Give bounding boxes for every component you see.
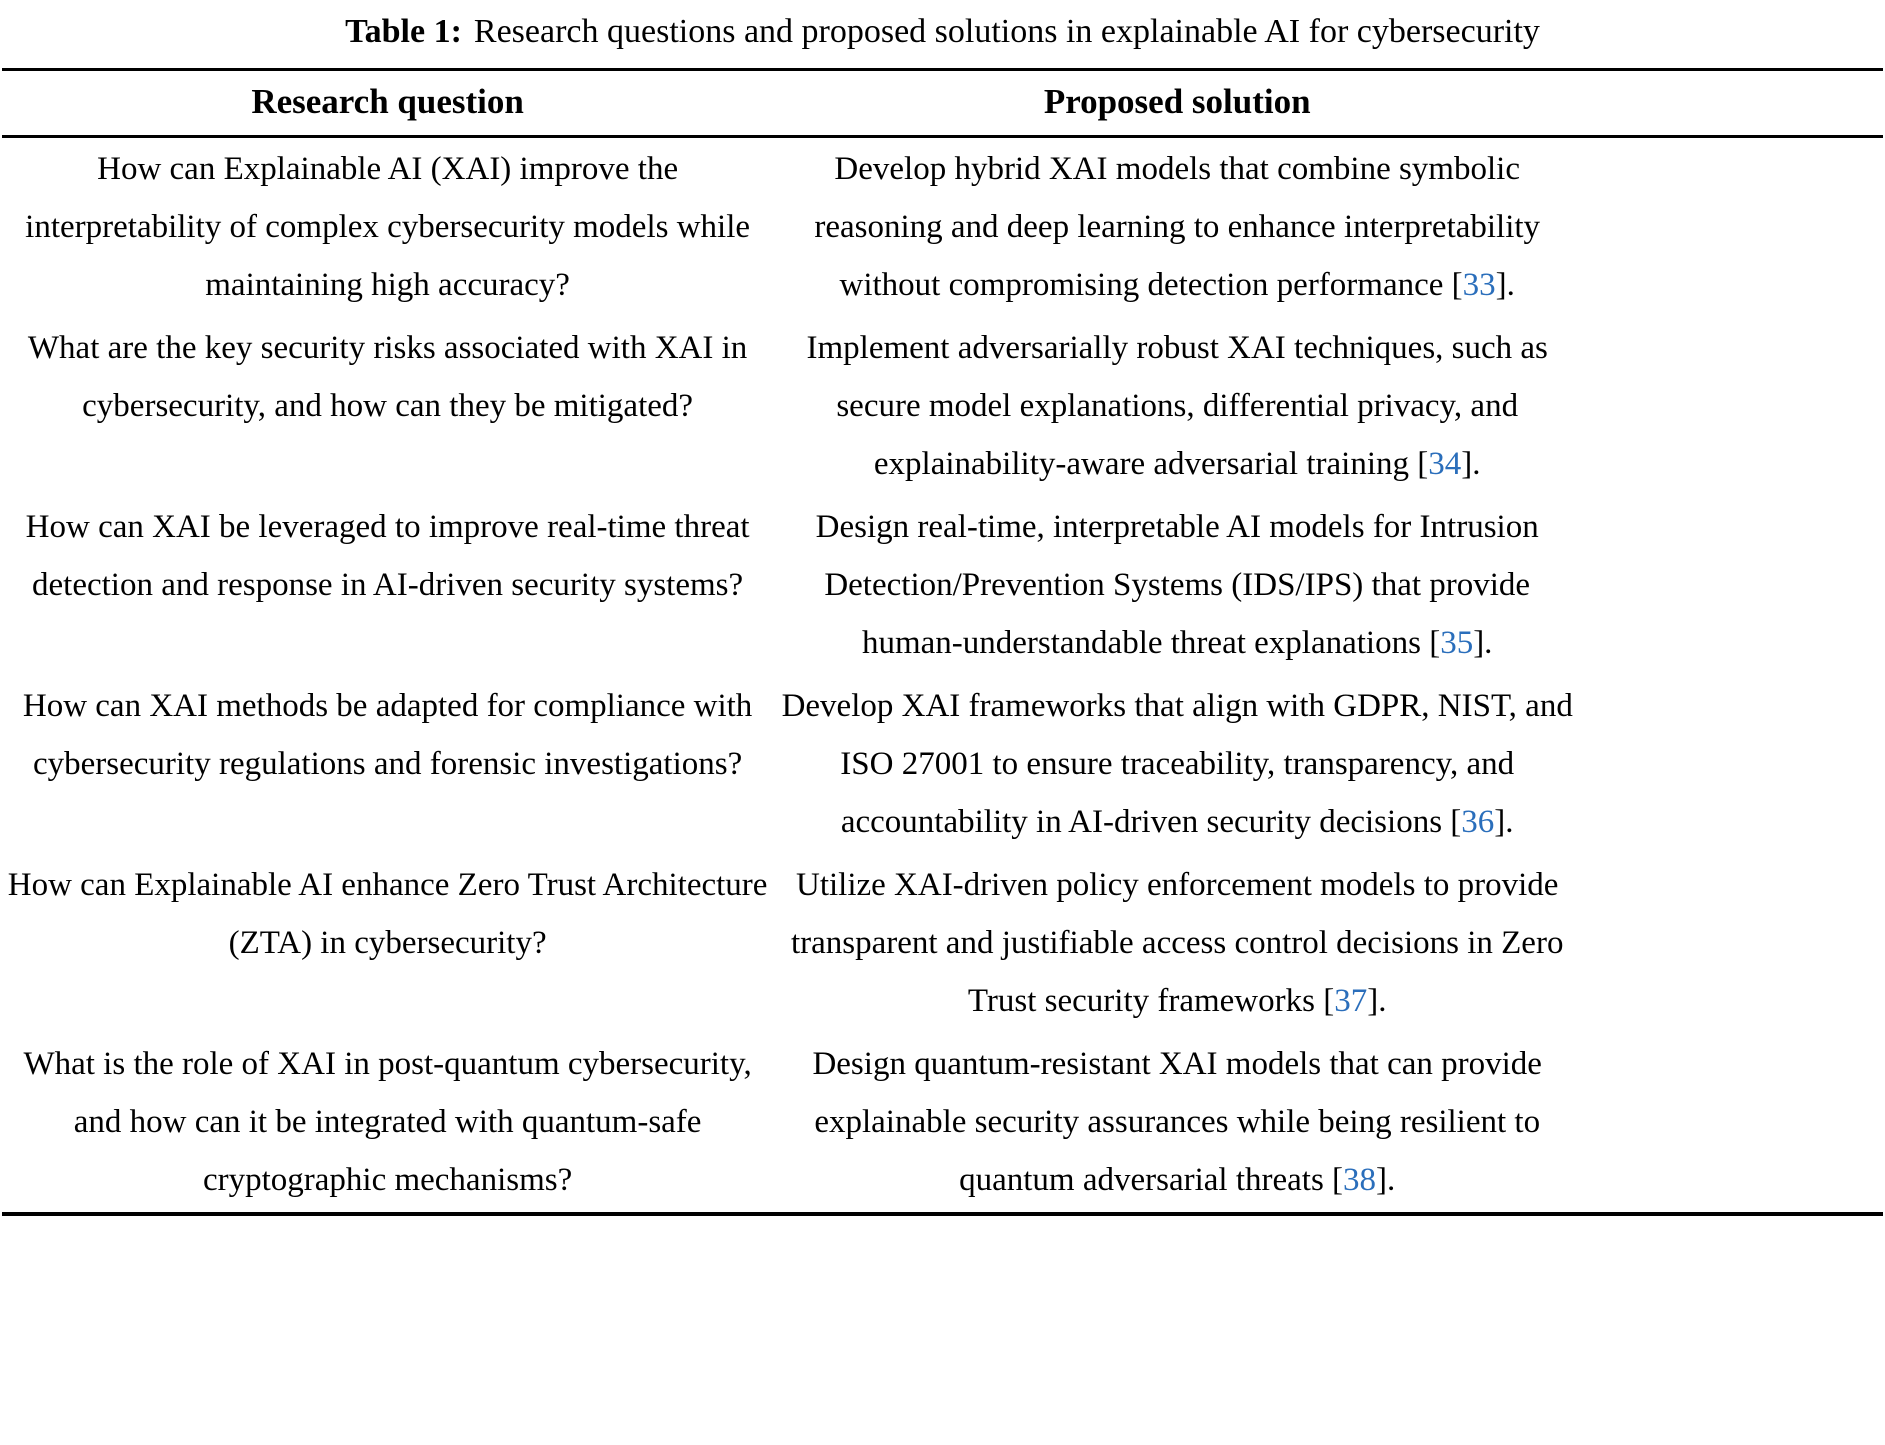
research-question-cell: How can Explainable AI enhance Zero Trust Architecture (ZTA) in cybersecurity? [7, 867, 768, 961]
citation-link[interactable]: 36 [1461, 804, 1495, 840]
citation-link[interactable]: 33 [1462, 267, 1496, 303]
proposed-solution-cell [773, 854, 1883, 1033]
citation-bracket-close: ]. [1461, 446, 1481, 482]
citation-bracket-open: [ [1332, 1162, 1344, 1198]
table-caption [2, 10, 1883, 54]
solution-text: Develop hybrid XAI models that combine symbolic reasoning and deep learning to enhance interpretability without compromising detection performance [814, 151, 1541, 303]
table-row [2, 137, 1883, 318]
citation-link[interactable]: 38 [1343, 1162, 1377, 1198]
proposed-solution-cell [773, 675, 1883, 854]
solution-text-wrap [777, 1035, 1577, 1209]
proposed-solution-cell [773, 137, 1883, 318]
citation-bracket-open: [ [1323, 983, 1335, 1019]
solution-text: Implement adversarially robust XAI techniques, such as secure model explanations, differential privacy, and explainability-aware adversarial training [806, 330, 1548, 482]
table-row [2, 1033, 1883, 1214]
solution-text-wrap [777, 319, 1577, 493]
solution-text-wrap [777, 856, 1577, 1030]
research-question-cell: How can Explainable AI (XAI) improve the interpretability of complex cybersecurity models while maintaining high accuracy? [25, 151, 751, 303]
citation-bracket-close: ]. [1367, 983, 1387, 1019]
solution-text-wrap [777, 498, 1577, 672]
caption-label: Table 1: [345, 13, 462, 50]
solution-text: Develop XAI frameworks that align with GDPR, NIST, and ISO 27001 to ensure traceability, transparency, and accountability in AI-driven security decisions [781, 688, 1573, 840]
table-header-row [2, 70, 1883, 137]
citation-bracket-open: [ [1429, 625, 1441, 661]
caption-text: Research questions and proposed solutions in explainable AI for cybersecurity [473, 13, 1540, 50]
research-question-cell: What are the key security risks associated with XAI in cybersecurity, and how can they be mitigated? [27, 330, 748, 424]
table-row [2, 496, 1883, 675]
proposed-solution-cell [773, 496, 1883, 675]
research-questions-table [2, 68, 1883, 1216]
solution-text: Design quantum-resistant XAI models that can provide explainable security assurances while being resilient to quantum adversarial threats [812, 1046, 1542, 1198]
citation-bracket-open: [ [1417, 446, 1429, 482]
citation-bracket-close: ]. [1494, 804, 1514, 840]
header-research-question: Research question [2, 70, 773, 137]
proposed-solution-cell [773, 317, 1883, 496]
table-row [2, 675, 1883, 854]
solution-text-wrap [777, 140, 1577, 314]
citation-bracket-close: ]. [1376, 1162, 1396, 1198]
citation-link[interactable]: 34 [1428, 446, 1462, 482]
table-row [2, 854, 1883, 1033]
solution-text: Design real-time, interpretable AI models for Intrusion Detection/Prevention Systems (IDS/IPS) that provide human-understandable threat explanations [815, 509, 1539, 661]
citation-bracket-close: ]. [1495, 267, 1515, 303]
proposed-solution-cell [773, 1033, 1883, 1214]
header-proposed-solution-label: Proposed solution [1043, 82, 1311, 121]
citation-bracket-close: ]. [1473, 625, 1493, 661]
research-question-cell: What is the role of XAI in post-quantum cybersecurity, and how can it be integrated with quantum-safe cryptographic mechanisms? [23, 1046, 752, 1198]
research-question-cell: How can XAI methods be adapted for compliance with cybersecurity regulations and forensic investigations? [22, 688, 753, 782]
citation-link[interactable]: 37 [1334, 983, 1368, 1019]
solution-text: Utilize XAI-driven policy enforcement models to provide transparent and justifiable access control decisions in Zero Trust security frameworks [790, 867, 1564, 1019]
citation-link[interactable]: 35 [1440, 625, 1474, 661]
citation-bracket-open: [ [1450, 804, 1462, 840]
table-row [2, 317, 1883, 496]
research-question-cell: How can XAI be leveraged to improve real-time threat detection and response in AI-driven security systems? [25, 509, 750, 603]
solution-text-wrap [777, 677, 1577, 851]
citation-bracket-open: [ [1451, 267, 1463, 303]
header-proposed-solution [773, 70, 1883, 137]
